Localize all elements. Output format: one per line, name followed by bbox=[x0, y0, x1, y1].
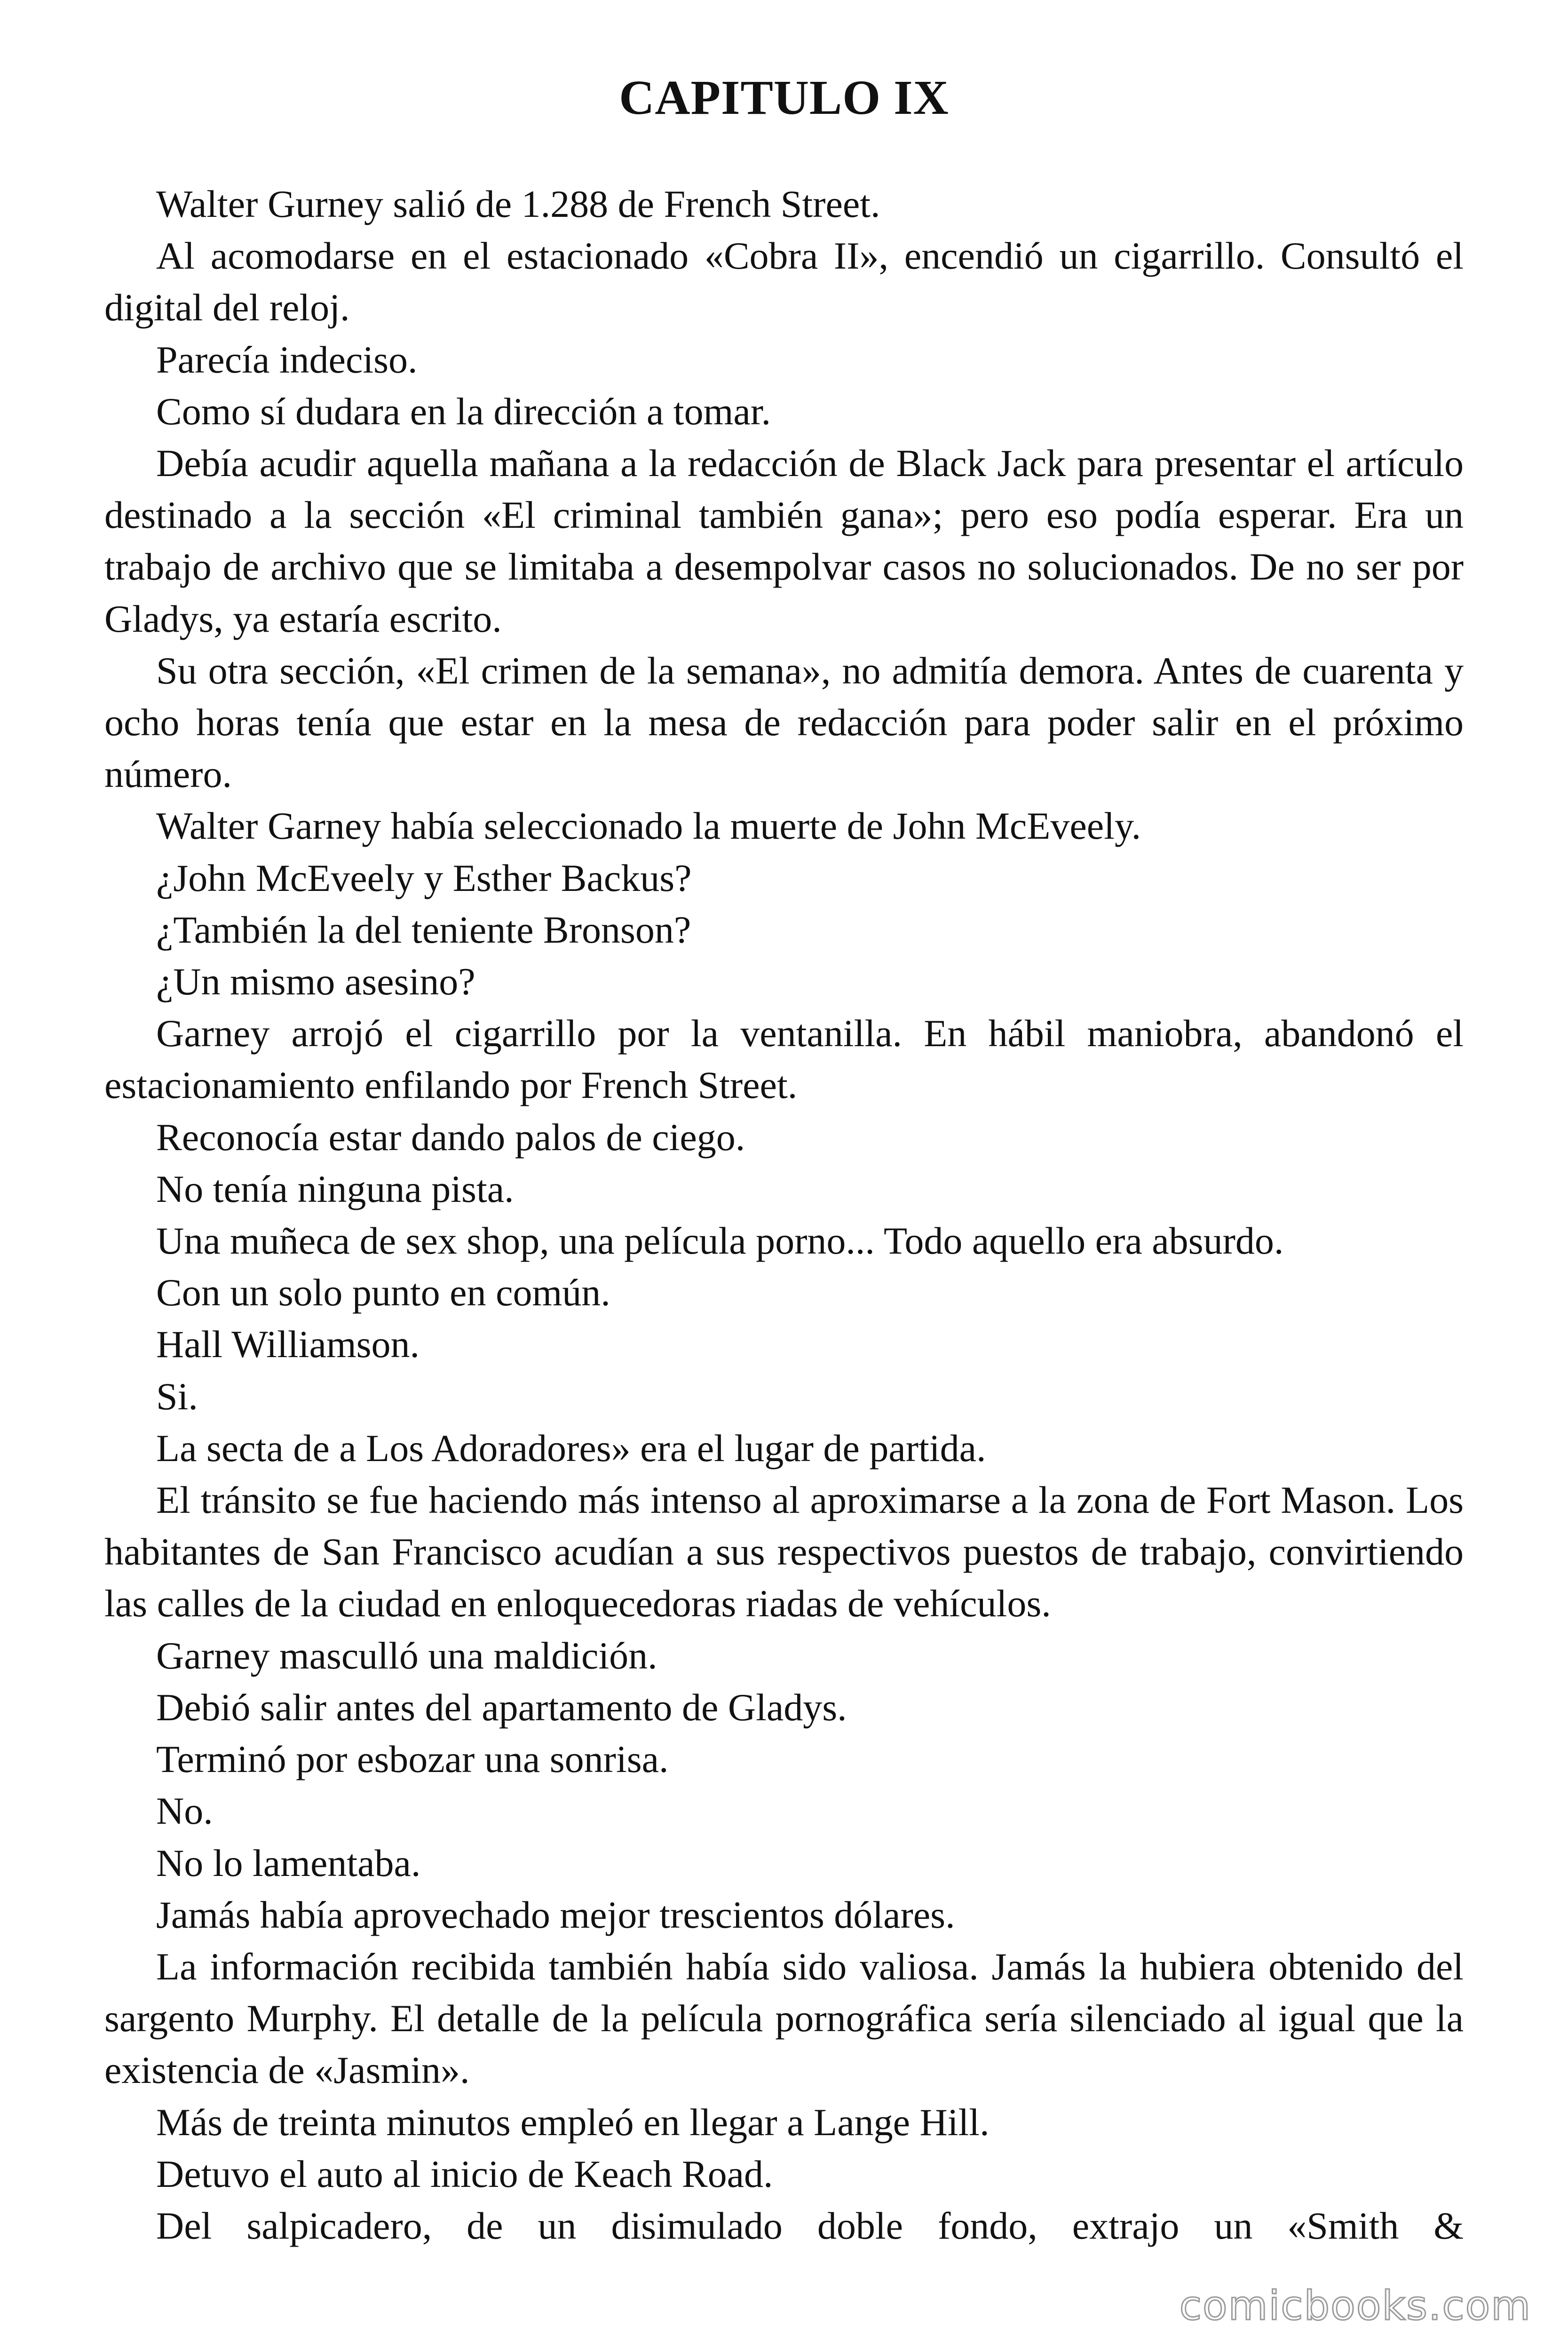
paragraph: El tránsito se fue haciendo más intenso al aproximarse a la zona de Fort Mason. Los habitantes de San Francisco acudían a sus respectivos puestos de trabajo, convirtiendo las calles de la ciudad en enloquecedoras riadas de vehículos. bbox=[104, 1478, 1464, 1625]
chapter-title: CAPITULO IX bbox=[619, 71, 949, 125]
paragraph-truncated: Del salpicadero, de un disimulado doble fondo, extrajo un «Smith & bbox=[156, 2204, 1464, 2247]
paragraph: Parecía indeciso. bbox=[156, 338, 418, 381]
paragraph: La información recibida también había sido valiosa. Jamás la hubiera obtenido del sargento Murphy. El detalle de la película pornográfica sería silenciado al igual que la existencia de «Jasmin». bbox=[104, 1945, 1464, 2092]
paragraph: Jamás había aprovechado mejor trescientos dólares. bbox=[156, 1893, 955, 1936]
paragraph: ¿John McEveely y Esther Backus? bbox=[156, 856, 692, 899]
paragraph: Garney masculló una maldición. bbox=[156, 1634, 657, 1677]
paragraph: No. bbox=[156, 1789, 213, 1833]
paragraph: Más de treinta minutos empleó en llegar a Lange Hill. bbox=[156, 2100, 990, 2144]
paragraph: ¿Un mismo asesino? bbox=[156, 960, 475, 1003]
paragraph: Con un solo punto en común. bbox=[156, 1271, 610, 1314]
paragraph: Si. bbox=[156, 1375, 198, 1418]
paragraph: Al acomodarse en el estacionado «Cobra II», encendió un cigarrillo. Consultó el digital del reloj. bbox=[104, 234, 1464, 329]
site-watermark: comicbooks.com bbox=[1179, 2282, 1531, 2329]
paragraph: La secta de a Los Adoradores» era el lugar de partida. bbox=[156, 1426, 986, 1470]
paragraph: No lo lamentaba. bbox=[156, 1841, 421, 1884]
paragraph: Walter Garney había seleccionado la muerte de John McEveely. bbox=[156, 804, 1141, 848]
paragraph: Hall Williamson. bbox=[156, 1323, 420, 1366]
paragraph: Su otra sección, «El crimen de la semana», no admitía demora. Antes de cuarenta y ocho horas tenía que estar en la mesa de redacción para poder salir en el próximo número. bbox=[104, 649, 1464, 796]
paragraph: Una muñeca de sex shop, una película porno... Todo aquello era absurdo. bbox=[156, 1219, 1284, 1263]
paragraph: Debió salir antes del apartamento de Gladys. bbox=[156, 1685, 847, 1729]
paragraph: ¿También la del teniente Bronson? bbox=[156, 908, 691, 951]
paragraph: Reconocía estar dando palos de ciego. bbox=[156, 1115, 745, 1159]
paragraph: No tenía ninguna pista. bbox=[156, 1167, 514, 1210]
paragraph: Terminó por esbozar una sonrisa. bbox=[156, 1738, 669, 1781]
body-text bbox=[104, 178, 1464, 2252]
paragraph: Como sí dudara en la dirección a tomar. bbox=[156, 389, 771, 433]
paragraph: Debía acudir aquella mañana a la redacción de Black Jack para presentar el artículo destinado a la sección «El criminal también gana»; pero eso podía esperar. Era un trabajo de archivo que se limitaba a desempolvar casos no solucionados. De no ser por Gladys, ya estaría escrito. bbox=[104, 442, 1464, 640]
paragraph: Garney arrojó el cigarrillo por la ventanilla. En hábil maniobra, abandonó el estacionamiento enfilando por French Street. bbox=[104, 1012, 1464, 1107]
paragraph: Detuvo el auto al inicio de Keach Road. bbox=[156, 2152, 773, 2195]
paragraph: Walter Gurney salió de 1.288 de French Street. bbox=[156, 183, 880, 225]
